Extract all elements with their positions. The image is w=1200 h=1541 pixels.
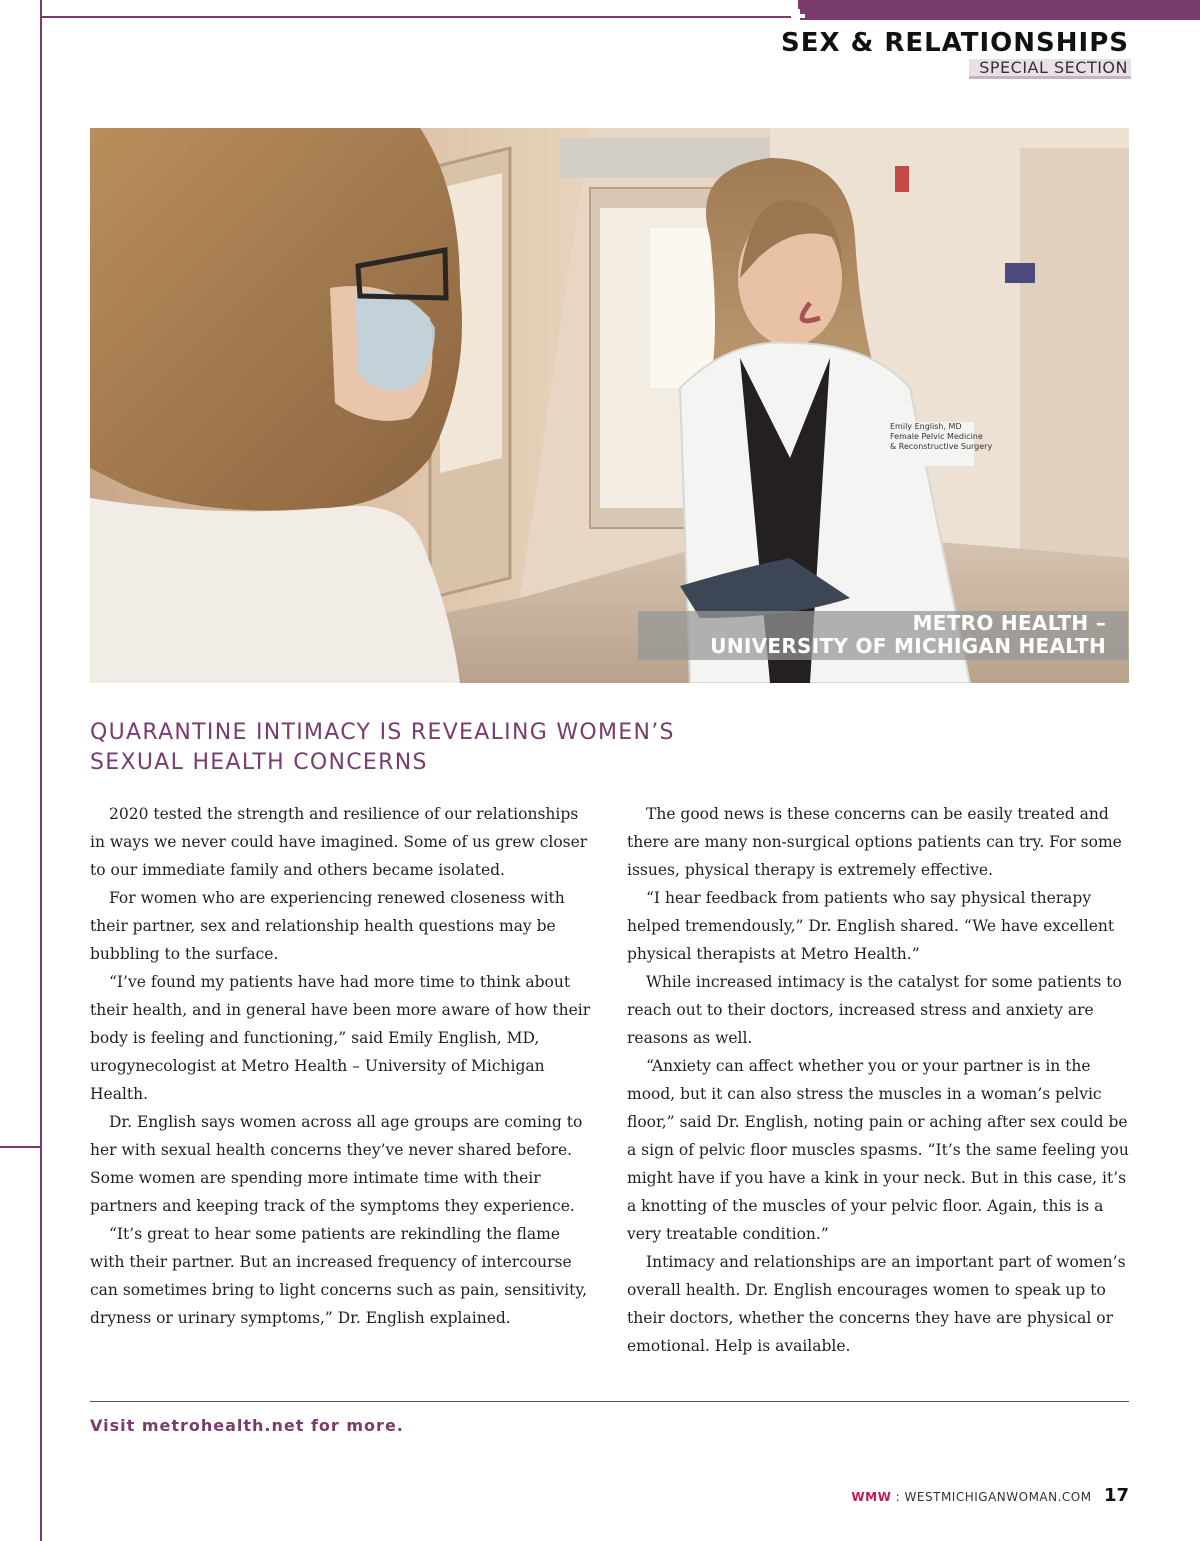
paragraph: 2020 tested the strength and resilience of our relationships in ways we never could have imagined. Some of us grew closer to our immediate family and others became isolated.: [90, 805, 588, 879]
section-title: SEX & RELATIONSHIPS: [781, 28, 1129, 58]
photo-caption: [638, 611, 1128, 660]
page-footer: [851, 1485, 1129, 1506]
margin-tick-rule: [0, 1146, 42, 1148]
article-photo: [90, 128, 1129, 683]
headline-line-2: SEXUAL HEALTH CONCERNS: [90, 750, 428, 775]
page-number: 17: [1103, 1485, 1129, 1506]
plus-icon: [791, 9, 805, 23]
paragraph: The good news is these concerns can be easily treated and there are many non-surgical options patients can try. For some issues, physical therapy is extremely effective.: [627, 805, 1122, 879]
paragraph: “It’s great to hear some patients are rekindling the flame with their partner. But an increased frequency of intercourse can sometimes bring to light concerns such as pain, sensitivity, dryness or urinary symptoms,” Dr. English explained.: [90, 1225, 588, 1327]
article-headline: [90, 718, 810, 778]
coat-embroidery-name: Emily English, MD: [890, 422, 962, 431]
footer-separator: :: [895, 1490, 901, 1504]
more-info-link[interactable]: Visit metrohealth.net for more.: [90, 1416, 404, 1435]
left-margin-rule: [40, 0, 42, 1541]
coat-embroidery-specialty: Female Pelvic Medicine: [890, 432, 983, 441]
paragraph: While increased intimacy is the catalyst for some patients to reach out to their doctors, increased stress and anxiety are reasons as well.: [627, 973, 1122, 1047]
paragraph: “Anxiety can affect whether you or your partner is in the mood, but it can also stress the muscles in a woman’s pelvic floor,” said Dr. English, noting pain or aching after sex could be a sign of pelvic floor muscles spasms. “It’s the same feeling you might have if you have a kink in your neck. But in this case, it’s a knotting of the muscles of your pelvic floor. Again, this is a very treatable condition.”: [627, 1057, 1129, 1243]
paragraph: For women who are experiencing renewed closeness with their partner, sex and relationship health questions may be bubbling to the surface.: [90, 889, 565, 963]
headline-line-1: QUARANTINE INTIMACY IS REVEALING WOMEN’S: [90, 720, 675, 745]
paragraph: “I hear feedback from patients who say physical therapy helped tremendously,” Dr. English shared. “We have excellent physical therapists at Metro Health.”: [627, 889, 1115, 963]
caption-line-2: UNIVERSITY OF MICHIGAN HEALTH: [710, 634, 1106, 658]
paragraph: Dr. English says women across all age groups are coming to her with sexual health concerns they’ve never shared before. Some women are spending more intimate time with their partners and keeping track of the symptoms they experience.: [90, 1113, 583, 1215]
article-column-left: [90, 800, 598, 1332]
publication-website[interactable]: WESTMICHIGANWOMAN.COM: [904, 1490, 1092, 1504]
top-rule: [40, 16, 800, 18]
paragraph: Intimacy and relationships are an important part of women’s overall health. Dr. English encourages women to speak up to their doctors, whether the concerns they have are physical or emotional. Help is available.: [627, 1253, 1126, 1355]
hospital-hallway-photo: [90, 128, 1129, 683]
section-subtitle: SPECIAL SECTION: [969, 59, 1131, 79]
caption-line-1: METRO HEALTH –: [912, 611, 1106, 635]
paragraph: “I’ve found my patients have had more time to think about their health, and in general have been more aware of how their body is feeling and functioning,” said Emily English, MD, urogynecologist at Metro Health – University of Michigan Health.: [90, 973, 591, 1103]
article-column-right: [627, 800, 1135, 1360]
coat-embroidery-specialty-2: & Reconstructive Surgery: [890, 442, 993, 451]
publication-brand: WMW: [851, 1490, 892, 1504]
section-color-band: [798, 0, 1200, 20]
bottom-rule: [90, 1401, 1129, 1402]
